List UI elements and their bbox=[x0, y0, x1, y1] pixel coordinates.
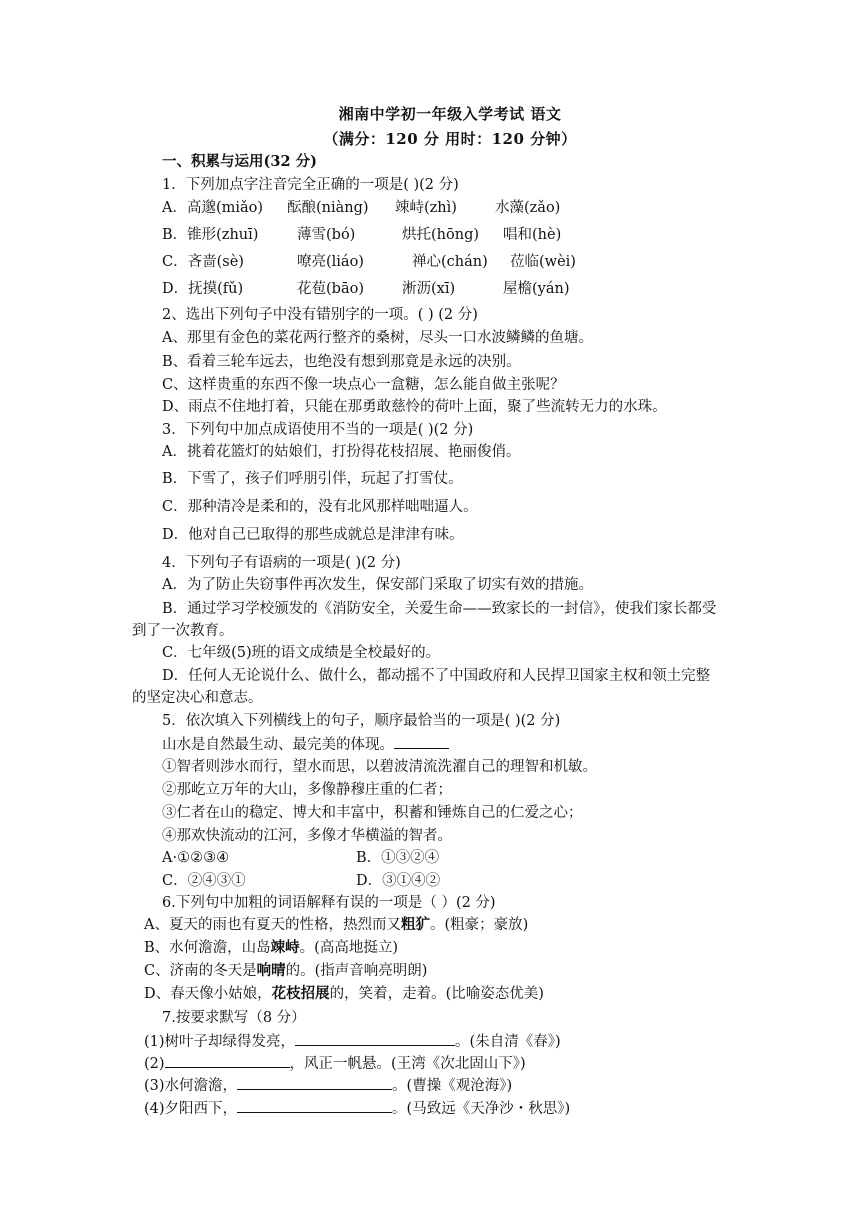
q7-l3-text: (3)水何澹澹， bbox=[144, 1078, 238, 1094]
q6-b-note: 。(高高地挺立) bbox=[299, 940, 398, 956]
q6-option-c bbox=[144, 961, 427, 981]
q7-line-3 bbox=[144, 1075, 512, 1096]
q6-a-text: A、夏天的雨也有夏天的性格，热烈而又 bbox=[144, 917, 401, 933]
q2-option-a: A、那里有金色的菜花两行整齐的桑树，尽头一口水波鳞鳞的鱼塘。 bbox=[162, 330, 593, 346]
q6-c-note: 的。(指声音响亮明朗) bbox=[285, 963, 428, 979]
q5-sentence-2: ②那屹立万年的大山，多像静穆庄重的仁者； bbox=[162, 782, 452, 798]
q5-lead-text: 山水是自然最生动、最完美的体现。 bbox=[162, 737, 394, 753]
q6-stem: 6.下列句中加粗的词语解释有误的一项是（ ）(2 分) bbox=[162, 895, 496, 911]
q6-d-note: 的，笑着，走着。(比喻姿态优美) bbox=[329, 986, 544, 1002]
q7-l3-blank[interactable] bbox=[237, 1075, 392, 1090]
q5-sentence-4: ④那欢快流动的江河，多像才华横溢的智者。 bbox=[162, 828, 452, 844]
q5-lead bbox=[162, 734, 449, 755]
q7-l4-blank[interactable] bbox=[237, 1098, 392, 1113]
q5-stem: 5．依次填入下列横线上的句子，顺序最恰当的一项是( )(2 分) bbox=[162, 713, 561, 729]
q1-stem: 1．下列加点字注音完全正确的一项是( )(2 分) bbox=[162, 177, 459, 193]
q4-stem: 4．下列句子有语病的一项是( )(2 分) bbox=[162, 555, 401, 571]
q7-l1-source: 。(朱自清《春》) bbox=[455, 1034, 561, 1050]
q6-c-text: C、济南的冬天是 bbox=[144, 963, 257, 979]
q6-a-note: 。(粗豪；豪放) bbox=[429, 917, 529, 933]
q6-d-bold: 花枝招展 bbox=[271, 985, 330, 1002]
q7-line-2 bbox=[144, 1053, 526, 1074]
q7-l2-text: (2) bbox=[144, 1056, 165, 1072]
q5-option-b: B．①③②④ bbox=[356, 850, 440, 866]
q7-l4-source: 。(马致远《天净沙・秋思》) bbox=[392, 1101, 571, 1117]
q1-b-4: 唱和(hè) bbox=[503, 227, 562, 243]
q1-row-c bbox=[162, 252, 576, 272]
q1-b-2: 薄雪(bó) bbox=[297, 227, 356, 243]
q6-b-text: B、水何澹澹，山岛 bbox=[144, 940, 271, 956]
q1-row-a bbox=[162, 198, 560, 218]
q7-l3-source: 。(曹操《观沧海》) bbox=[392, 1078, 513, 1094]
q5-sentence-3: ③仁者在山的稳定、博大和丰富中，积蓄和锤炼自己的仁爱之心； bbox=[162, 805, 583, 821]
q5-option-c: C．②④③① bbox=[162, 873, 246, 889]
q6-option-d bbox=[144, 984, 544, 1004]
q1-c-4: 莅临(wèi) bbox=[510, 254, 576, 270]
q1-c-2: 嘹亮(liáo) bbox=[297, 254, 364, 270]
q3-option-b: B．下雪了，孩子们呼朋引伴，玩起了打雪仗。 bbox=[162, 471, 463, 487]
q1-a-1: A．高邈(miǎo) bbox=[162, 200, 264, 216]
q1-a-3: 竦峙(zhì) bbox=[395, 200, 457, 216]
q3-option-a: A．挑着花篮灯的姑娘们，打扮得花枝招展、艳丽俊俏。 bbox=[162, 444, 521, 460]
q7-l1-blank[interactable] bbox=[295, 1031, 455, 1046]
exam-title: 湘南中学初一年级入学考试 语文 bbox=[338, 105, 562, 123]
q1-d-1: D．抚摸(fǔ) bbox=[162, 281, 244, 297]
q5-option-a: A·①②③④ bbox=[162, 850, 230, 866]
q2-option-b: B、看着三轮车远去，也绝没有想到那竟是永远的决别。 bbox=[162, 354, 521, 370]
q1-b-1: B．锥形(zhuī) bbox=[162, 227, 259, 243]
q5-option-d: D．③①④② bbox=[356, 873, 441, 889]
q1-d-2: 花苞(bāo) bbox=[297, 281, 364, 297]
q6-option-a bbox=[144, 915, 528, 935]
q7-l2-blank[interactable] bbox=[165, 1053, 290, 1068]
q6-d-text: D、春天像小姑娘， bbox=[144, 986, 272, 1002]
q1-row-d bbox=[162, 279, 570, 299]
q1-a-2: 酝酿(niàng) bbox=[287, 200, 369, 216]
q4-option-c: C．七年级(5)班的语文成绩是全校最好的。 bbox=[162, 645, 441, 661]
q6-option-b bbox=[144, 938, 398, 958]
q3-stem: 3．下列句中加点成语使用不当的一项是( )(2 分) bbox=[162, 422, 474, 438]
q2-option-d: D、雨点不住地打着，只能在那勇敢慈怜的荷叶上面，聚了些流转无力的水珠。 bbox=[162, 399, 667, 415]
section-heading: 一、积累与运用(32 分) bbox=[162, 153, 317, 170]
q7-l4-text: (4)夕阳西下， bbox=[144, 1101, 238, 1117]
q2-option-c: C、这样贵重的东西不像一块点心一盒糖，怎么能自做主张呢？ bbox=[162, 377, 565, 393]
q2-stem: 2、选出下列句子中没有错别字的一项。( ) (2 分) bbox=[162, 307, 478, 323]
q1-a-4: 水藻(zǎo) bbox=[495, 200, 561, 216]
q1-row-b bbox=[162, 225, 561, 245]
q1-b-3: 烘托(hōng) bbox=[402, 227, 480, 243]
q7-l1-text: (1)树叶子却绿得发亮， bbox=[144, 1034, 296, 1050]
q6-c-bold: 响晴 bbox=[256, 962, 286, 979]
q4-option-a: A．为了防止失窃事件再次发生，保安部门采取了切实有效的措施。 bbox=[162, 577, 593, 593]
q7-line-4 bbox=[144, 1098, 570, 1119]
q3-option-c: C．那种清冷是柔和的，没有北风那样咄咄逼人。 bbox=[162, 499, 478, 515]
q3-option-d: D．他对自己已取得的那些成就总是津津有味。 bbox=[162, 527, 464, 543]
q7-l2-source: ，风正一帆悬。(王湾《次北固山下》) bbox=[289, 1056, 526, 1072]
q1-d-3: 淅沥(xī) bbox=[402, 281, 456, 297]
q4-option-d-line1: D．任何人无论说什么、做什么，都动摇不了中国政府和人民捍卫国家主权和领土完整 bbox=[162, 668, 711, 684]
q7-stem: 7.按要求默写（8 分） bbox=[162, 1010, 306, 1026]
exam-subtitle: （满分：120 分 用时：120 分钟） bbox=[323, 130, 577, 148]
q6-b-bold: 竦峙 bbox=[270, 939, 300, 956]
q6-a-bold: 粗犷 bbox=[400, 916, 430, 933]
q1-c-1: C．吝啬(sè) bbox=[162, 254, 244, 270]
q4-option-d-line2: 的坚定决心和意志。 bbox=[132, 690, 263, 706]
q4-option-b-line2: 到了一次教育。 bbox=[132, 623, 234, 639]
q5-sentence-1: ①智者则涉水而行，望水而思，以碧波清流洗濯自己的理智和机敏。 bbox=[162, 759, 597, 775]
q1-c-3: 禅心(chán) bbox=[412, 254, 488, 270]
q4-option-b-line1: B．通过学习学校颁发的《消防安全，关爱生命——致家长的一封信》，使我们家长都受 bbox=[162, 601, 717, 617]
q1-d-4: 屋檐(yán) bbox=[503, 281, 570, 297]
q5-blank bbox=[394, 734, 449, 749]
q7-line-1 bbox=[144, 1031, 561, 1052]
